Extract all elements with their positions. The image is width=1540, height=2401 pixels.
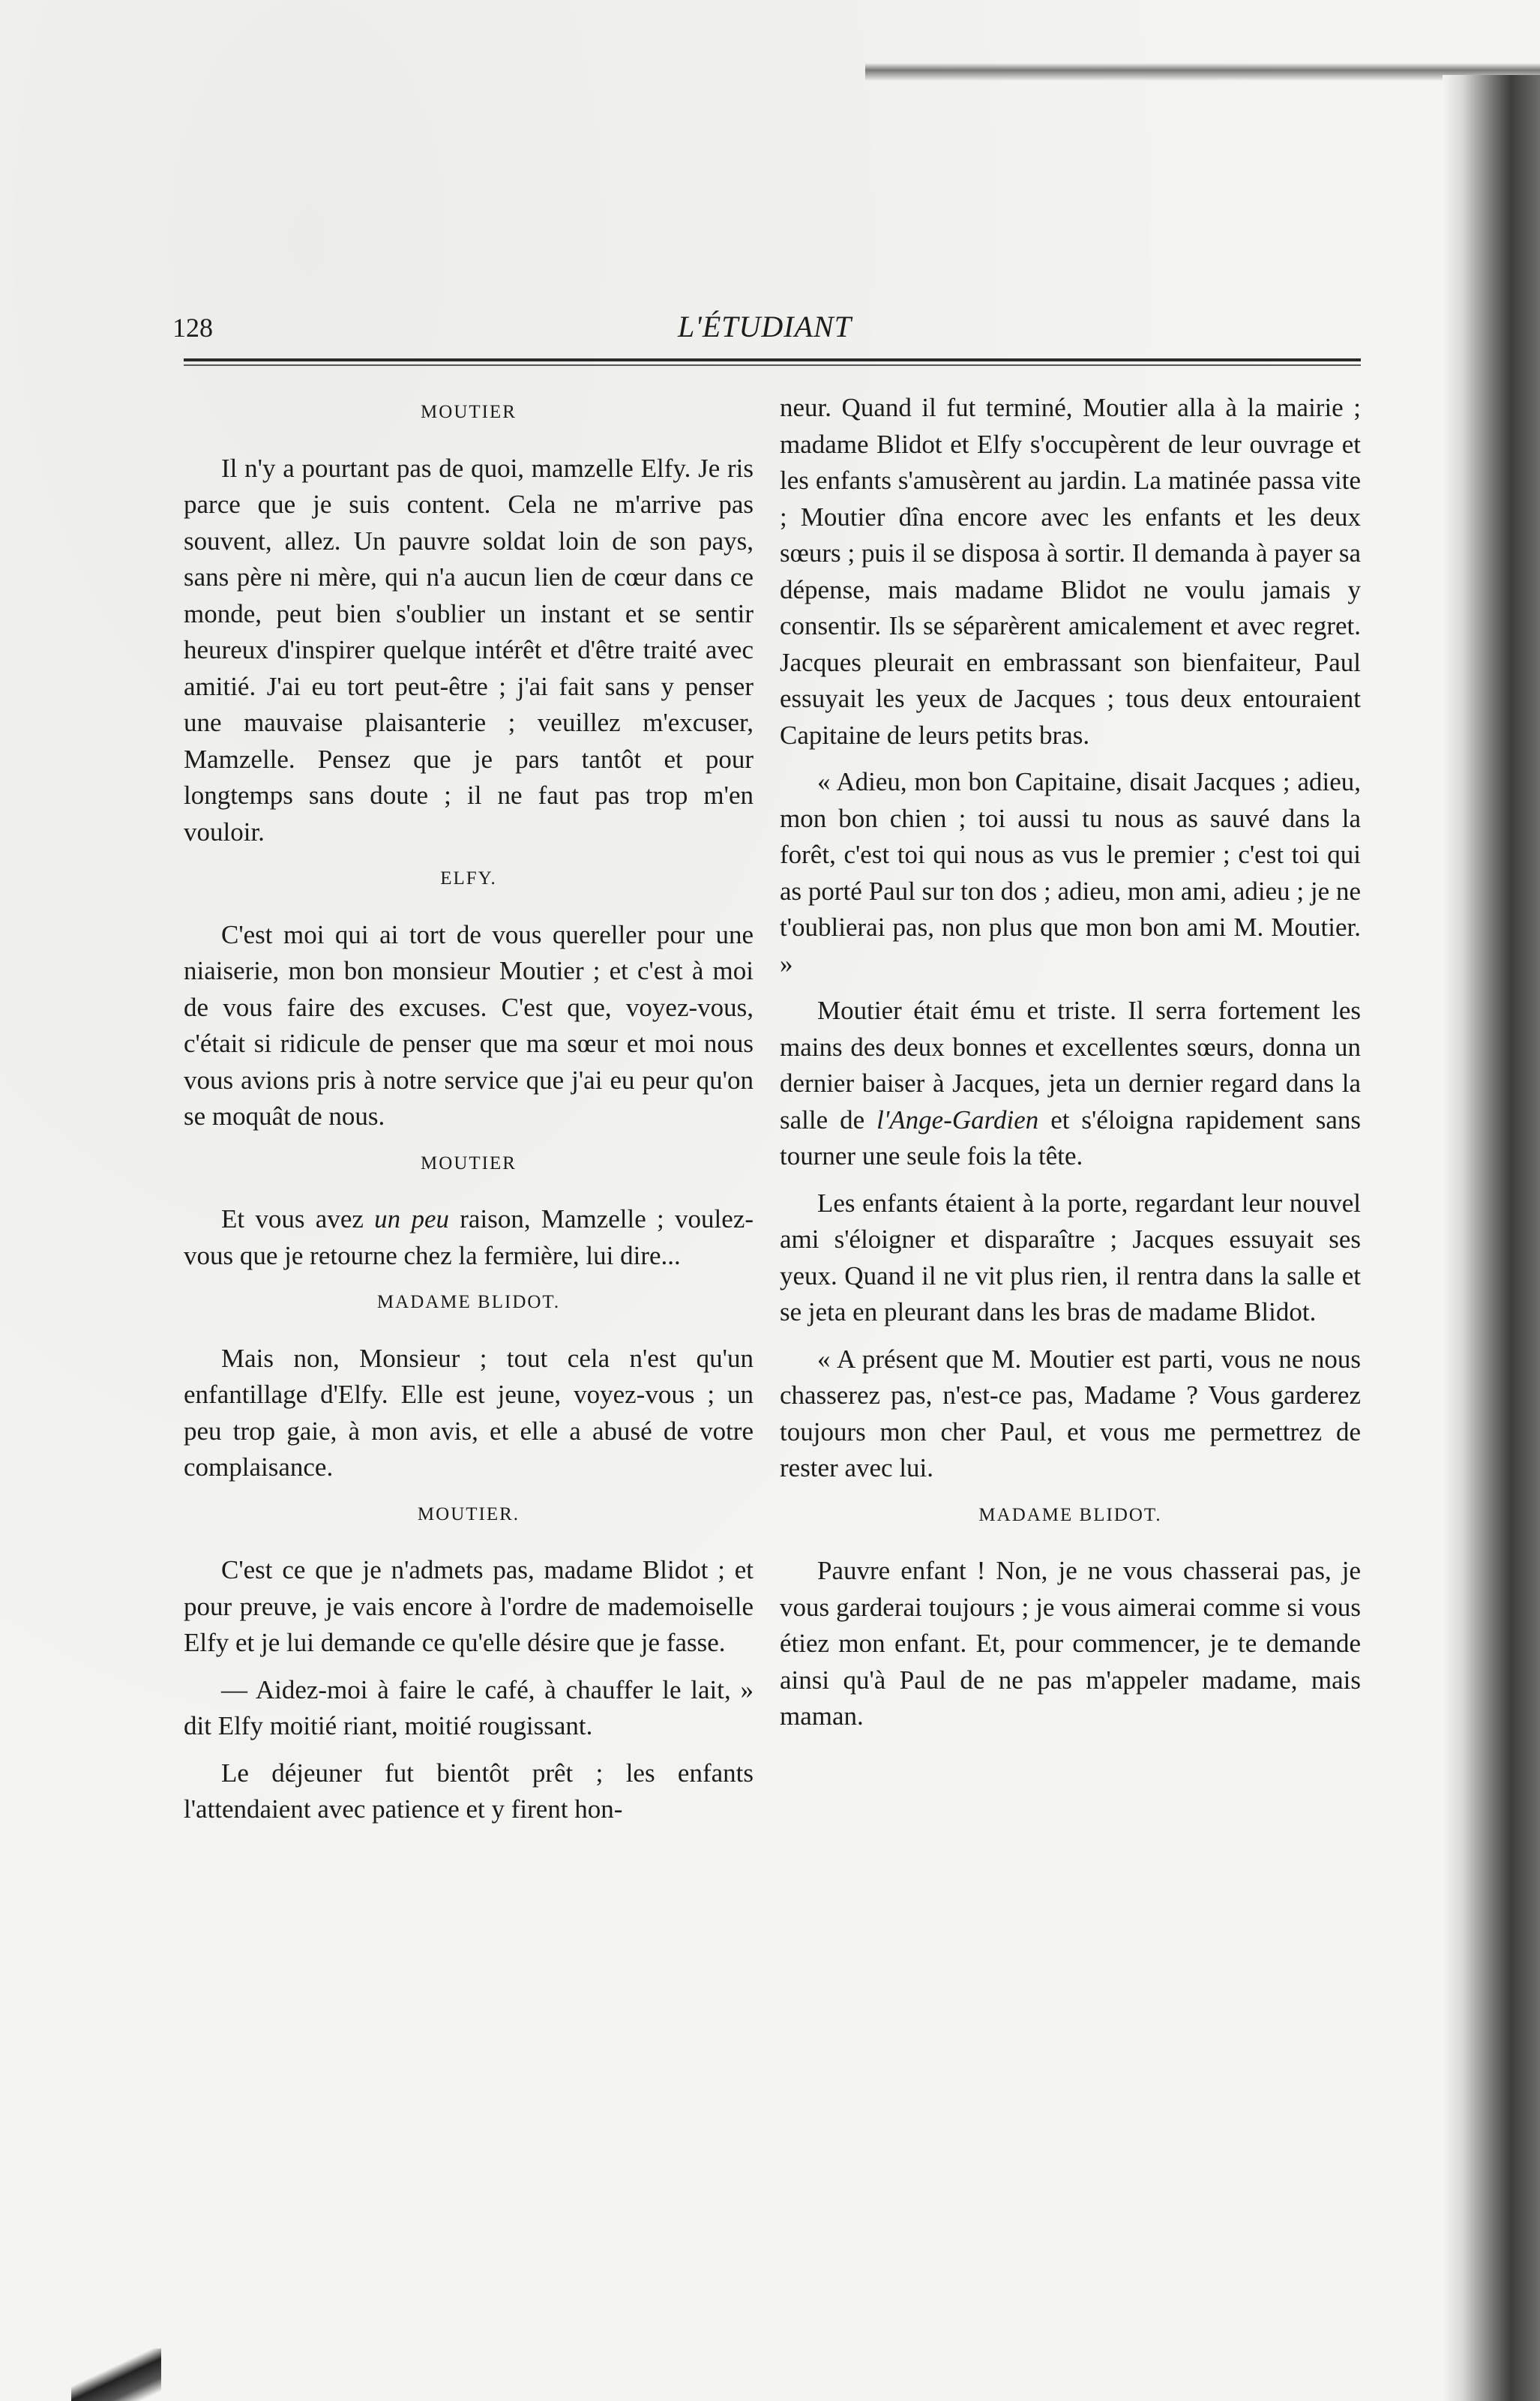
paragraph-text: Et vous avez <box>221 1204 375 1233</box>
speaker-label: MOUTIER. <box>417 1503 520 1524</box>
paragraph: Mais non, Monsieur ; tout cela n'est qu'un enfantillage d'Elfy. Elle est jeune, voyez-vous ; un peu trop gaie, à mon avis, et elle a abusé de votre complaisance. <box>184 1343 754 1482</box>
speaker-label: MADAME BLIDOT. <box>376 1292 561 1312</box>
paragraph: — Aidez-moi à faire le café, à chauffer le lait, » dit Elfy moitié riant, moitié rougissant. <box>184 1674 754 1740</box>
paragraph: « A présent que M. Moutier est parti, vous ne nous chasserez pas, n'est-ce pas, Madame ? Vous garderez toujours mon cher Paul, et vous me permettrez de rester avec lui. <box>780 1344 1361 1482</box>
paragraph: C'est moi qui ai tort de vous quereller pour une niaiserie, mon bon monsieur Moutier ; et c'est à moi de vous faire des excuses. C'est que, voyez-vous, c'était si ridicule de penser que ma sœur et moi nous vous avions pris à notre service que j'ai eu peur qu'on se moquât de nous. <box>184 919 754 1131</box>
paragraph-text: Moutier était ému et triste. Il serra fortement les mains des deux bonnes et excellentes sœurs, donna un dernier baiser à Jacques, jeta un dernier regard dans la salle de <box>780 996 1361 1135</box>
paragraph: Les enfants étaient à la porte, regardant leur nouvel ami s'éloigner et disparaître ; Jacques essuyait ses yeux. Quand il ne vit plus rien, il rentra dans la salle et se jeta en pleurant dans les bras de madame Blidot. <box>780 1188 1361 1326</box>
italic-text: un peu <box>374 1204 449 1233</box>
scan-corner-artifact <box>71 2349 161 2401</box>
right-column <box>780 390 1361 1746</box>
paragraph-text: raison, Mamzelle ; voulez-vous que je retourne chez la fermière, lui dire... <box>184 1204 754 1270</box>
speaker-label: ELFY. <box>440 868 497 889</box>
page-number: 128 <box>172 313 213 343</box>
speaker-label: MOUTIER <box>421 402 517 422</box>
paragraph: neur. Quand il fut terminé, Moutier alla à la mairie ; madame Blidot et Elfy s'occupèrent de leur ouvrage et les enfants s'amusèrent au jardin. La matinée passa vite ; Moutier dîna encore avec les enfants et les deux sœurs ; puis il se disposa à sortir. Il demanda à payer sa dépense, mais madame Blidot ne voulu jamais y consentir. Ils se séparèrent amicalement et avec regret. Jacques pleurait en embrassant son bienfaiteur, Paul essuyait les yeux de Jacques ; tous deux entouraient Capitaine de leurs petits bras. <box>780 393 1361 750</box>
speaker-label: MOUTIER <box>421 1153 517 1174</box>
paragraph: Pauvre enfant ! Non, je ne vous chasserai pas, je vous garderai toujours ; je vous aimerai comme si vous étiez mon enfant. Et, pour commencer, je te demande ainsi qu'à Paul de ne pas m'appeler madame, mais maman. <box>780 1556 1361 1731</box>
header-rule-thin <box>184 364 1361 366</box>
scan-top-shadow <box>865 0 1540 90</box>
book-edge-shadow <box>1443 75 1540 2401</box>
speaker-label: MADAME BLIDOT. <box>978 1504 1162 1525</box>
left-column <box>184 390 754 1839</box>
paragraph: C'est ce que je n'admets pas, madame Blidot ; et pour preuve, je vais encore à l'ordre de mademoiselle Elfy et je lui demande ce qu'elle désire que je fasse. <box>184 1555 754 1657</box>
paragraph-text: et s'éloigna rapidement sans tourner une seule fois la tête. <box>780 1105 1361 1171</box>
header-rule <box>184 358 1361 361</box>
running-header <box>172 306 1357 351</box>
italic-text: l'Ange-Gardien <box>876 1105 1039 1135</box>
paragraph <box>184 1201 754 1274</box>
paragraph: Il n'y a pourtant pas de quoi, mamzelle Elfy. Je ris parce que je suis content. Cela ne m'arrive pas souvent, allez. Un pauvre soldat loin de son pays, sans père ni mère, qui n'a aucun lien de cœur dans ce monde, peut bien s'oublier un instant et se sentir heureux d'inspirer quelque intérêt et d'être traité avec amitié. J'ai eu tort peut-être ; j'ai fait sans y penser une mauvaise plaisanterie ; veuillez m'excuser, Mamzelle. Pensez que je pars tantôt et pour longtemps sans doute ; il ne faut pas trop m'en vouloir. <box>184 453 754 847</box>
running-title: L'ÉTUDIANT <box>678 310 852 343</box>
paragraph: « Adieu, mon bon Capitaine, disait Jacques ; adieu, mon bon chien ; toi aussi tu nous as sauvé dans la forêt, c'est toi qui nous as vus le premier ; c'est toi qui as porté Paul sur ton dos ; adieu, mon ami, adieu ; je ne t'oublierai pas, non plus que mon bon ami M. Moutier. » <box>780 767 1361 979</box>
paragraph <box>780 993 1361 1175</box>
paragraph: Le déjeuner fut bientôt prêt ; les enfants l'attendaient avec patience et y firent hon- <box>184 1758 754 1824</box>
